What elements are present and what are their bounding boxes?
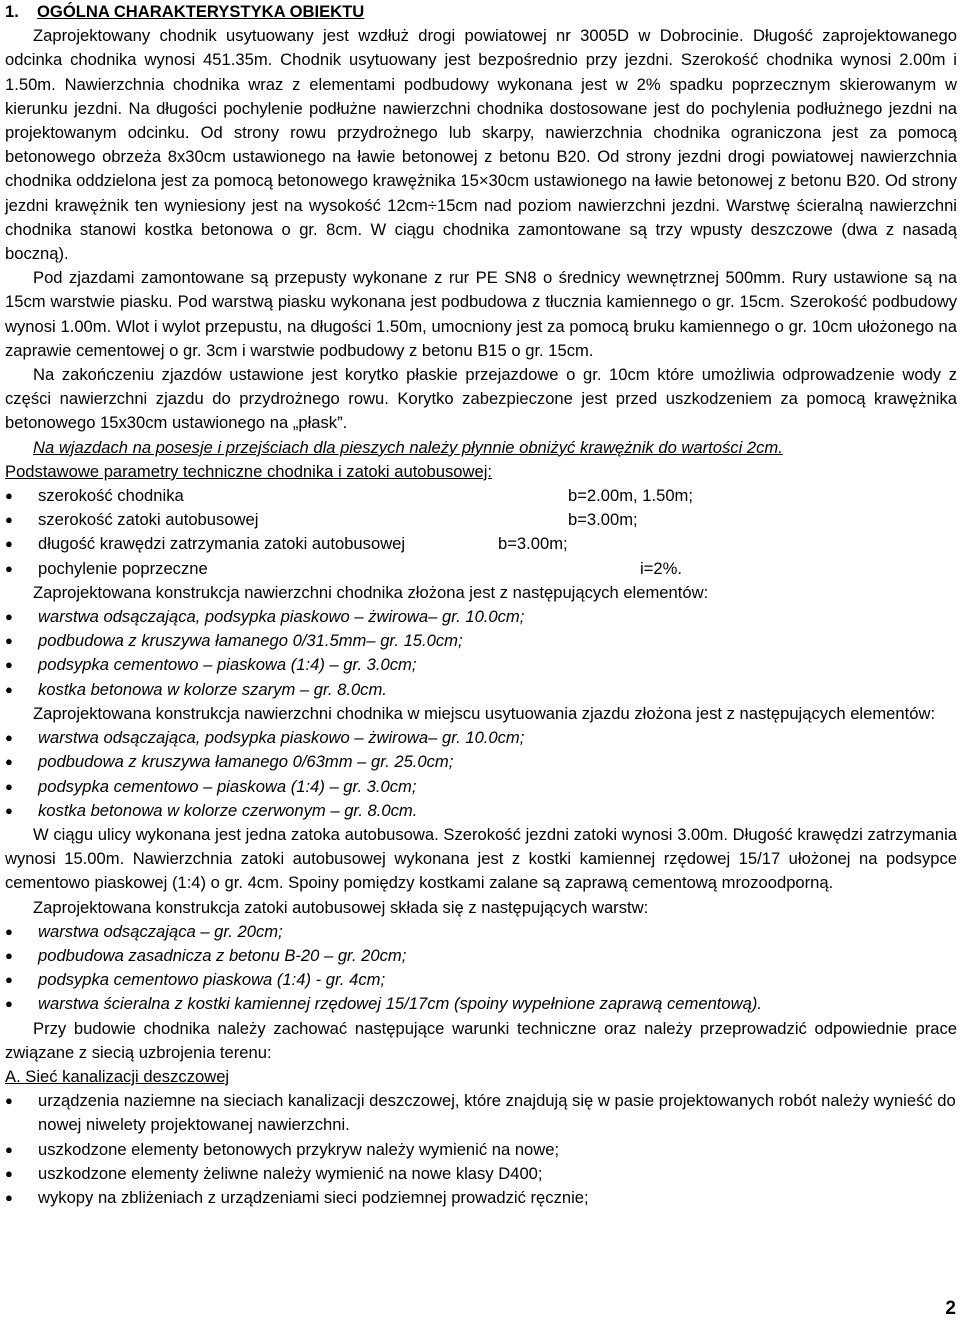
conditions-paragraph: Przy budowie chodnika należy zachować następujące warunki techniczne oraz należy przeprowadzić odpowiednie prace związane z siecią uzbrojenia terenu: <box>5 1018 957 1062</box>
bus-bay-layers-list <box>5 920 957 1017</box>
section-title: OGÓLNA CHARAKTERYSTYKA OBIEKTU <box>37 2 365 21</box>
section-a-list <box>5 1089 957 1210</box>
bus-bay-construction-intro: Zaprojektowana konstrukcja zatoki autobusowej składa się z następujących warstw: <box>33 897 649 917</box>
section-heading <box>5 0 957 24</box>
sidewalk-layers-list <box>5 605 957 702</box>
list-item: ● warstwa odsączająca – gr. 20cm; <box>5 920 957 944</box>
intro-paragraph: Zaprojektowany chodnik usytuowany jest wzdłuż drogi powiatowej nr 3005D w Dobrocinie. Długość zaprojektowanego odcinka chodnika wynosi 451.35m. Chodnik usytuowany jest bezpośrednio przy jezdni. Szerokość chodnika wynosi 2.00m i 1.50m. Nawierzchnia chodnika wraz z elementami podbudowy wykonana jest w 2% spadku poprzecznym skierowanym w kierunku jezdni. Na długości pochylenie podłużne nawierzchni chodnika dostosowane jest do pochylenia podłużnego jezdni na projektowanym odcinku. Od strony rowu przydrożnego lub skarpy, nawierzchnia chodnika ograniczona jest za pomocą betonowego obrzeża 8x30cm ustawionego na ławie betonowej z betonu B20. Od strony jezdni drogi powiatowej nawierzchnia chodnika oddzielona jest za pomocą betonowego krawężnika 15×30cm ustawionego na ławie betonowej z betonu B20. Od strony jezdni krawężnik ten wyniesiony jest na wysokość 12cm÷15cm nad poziom nawierzchni jezdni. Warstwę ścieralną nawierzchni chodnika stanowi kostka betonowa o gr. 8cm. W ciągu chodnika zamontowane są trzy wpusty deszczowe (dwa z nasadą boczną). <box>5 26 957 264</box>
document-page <box>5 0 957 1210</box>
param-label: ● pochylenie poprzeczne <box>38 558 208 578</box>
list-item: ● urządzenia naziemne na sieciach kanalizacji deszczowej, które znajdują się w pasie projektowanych robót należy wynieść do nowej niwelety projektowanej nawierzchni. <box>5 1089 957 1137</box>
param-value: b=3.00m; <box>568 510 638 530</box>
list-item: ● podbudowa z kruszywa łamanego 0/63mm – gr. 25.0cm; <box>5 750 957 774</box>
param-value: b=3.00m; <box>498 534 568 554</box>
section-a-heading-text: A. Sieć kanalizacji deszczowej <box>5 1066 230 1086</box>
note-paragraph <box>5 436 957 460</box>
list-item: ● podsypka cementowo piaskowa (1:4) - gr. 4cm; <box>5 968 957 992</box>
param-cross-slope <box>5 557 957 581</box>
param-label: ● szerokość chodnika <box>38 486 184 506</box>
param-stop-edge-length <box>5 532 957 556</box>
param-label: ● szerokość zatoki autobusowej <box>38 510 259 530</box>
list-item: ● warstwa ścieralna z kostki kamiennej rzędowej 15/17cm (spoiny wypełnione zaprawą cementową). <box>5 992 957 1016</box>
param-bus-bay-width <box>5 508 957 532</box>
list-item: ● wykopy na zbliżeniach z urządzeniami sieci podziemnej prowadzić ręcznie; <box>5 1186 957 1210</box>
param-value: i=2%. <box>640 558 682 578</box>
params-list <box>5 484 957 581</box>
note-text: Na wjazdach na posesje i przejściach dla pieszych należy płynnie obniżyć krawężnik do wartości 2cm. <box>33 437 783 457</box>
list-item: ● kostka betonowa w kolorze szarym – gr. 8.0cm. <box>5 678 957 702</box>
section-a-heading <box>5 1065 957 1089</box>
list-item: ● podsypka cementowo – piaskowa (1:4) – gr. 3.0cm; <box>5 653 957 677</box>
list-item: ● podbudowa zasadnicza z betonu B-20 – gr. 20cm; <box>5 944 957 968</box>
section-number: 1. <box>5 2 19 21</box>
bus-bay-paragraph: W ciągu ulicy wykonana jest jedna zatoka autobusowa. Szerokość jezdni zatoki wynosi 3.00m. Długość krawędzi zatrzymania wynosi 15.00m. Nawierzchnia zatoki autobusowej wykonana jest z kostki kamiennej rzędowej 15/17 ułożonej na podsypce cementowo piaskowej (1:4) o gr. 4cm. Spoiny pomiędzy kostkami zalane są zaprawą cementową mrozoodporną. <box>5 824 957 893</box>
param-label: ● długość krawędzi zatrzymania zatoki autobusowej <box>38 534 406 554</box>
list-item: ● uszkodzone elementy żeliwne należy wymienić na nowe klasy D400; <box>5 1162 957 1186</box>
sidewalk-construction-intro: Zaprojektowana konstrukcja nawierzchni chodnika złożona jest z następujących elementów: <box>33 582 709 602</box>
culvert-paragraph: Pod zjazdami zamontowane są przepusty wykonane z rur PE SN8 o średnicy wewnętrznej 500mm. Rury ustawione są na 15cm warstwie piasku. Pod warstwą piasku wykonana jest podbudowa z tłucznia kamiennego o gr. 15cm. Szerokość podbudowy wynosi 1.00m. Wlot i wylot przepustu, na długości 1.50m, umocniony jest za pomocą bruku kamiennego o gr. 10cm ułożonego na zaprawie cementowej o gr. 3cm i warstwie podbudowy z betonu B15 o gr. 15cm. <box>5 268 957 360</box>
param-sidewalk-width <box>5 484 957 508</box>
param-value: b=2.00m, 1.50m; <box>568 486 693 506</box>
params-heading <box>5 460 957 484</box>
list-item: ● uszkodzone elementy betonowych przykryw należy wymienić na nowe; <box>5 1138 957 1162</box>
list-item: ● kostka betonowa w kolorze czerwonym – gr. 8.0cm. <box>5 799 957 823</box>
driveway-layers-list <box>5 726 957 823</box>
gutter-paragraph: Na zakończeniu zjazdów ustawione jest korytko płaskie przejazdowe o gr. 10cm które umożliwia odprowadzenie wody z części nawierzchni zjazdu do przydrożnego rowu. Korytko zabezpieczone jest przed uszkodzeniem za pomocą krawężnika betonowego 15x30cm ustawionego na „płask”. <box>5 365 957 433</box>
driveway-construction-intro: Zaprojektowana konstrukcja nawierzchni chodnika w miejscu usytuowania zjazdu złożona jest z następujących elementów: <box>33 703 936 723</box>
list-item: ● warstwa odsączająca, podsypka piaskowo – żwirowa– gr. 10.0cm; <box>5 605 957 629</box>
params-heading-text: Podstawowe parametry techniczne chodnika i zatoki autobusowej: <box>5 461 493 481</box>
list-item: ● podsypka cementowo – piaskowa (1:4) – gr. 3.0cm; <box>5 775 957 799</box>
page-number: 2 <box>945 1297 956 1319</box>
list-item: ● warstwa odsączająca, podsypka piaskowo – żwirowa– gr. 10.0cm; <box>5 726 957 750</box>
list-item: ● podbudowa z kruszywa łamanego 0/31.5mm– gr. 15.0cm; <box>5 629 957 653</box>
